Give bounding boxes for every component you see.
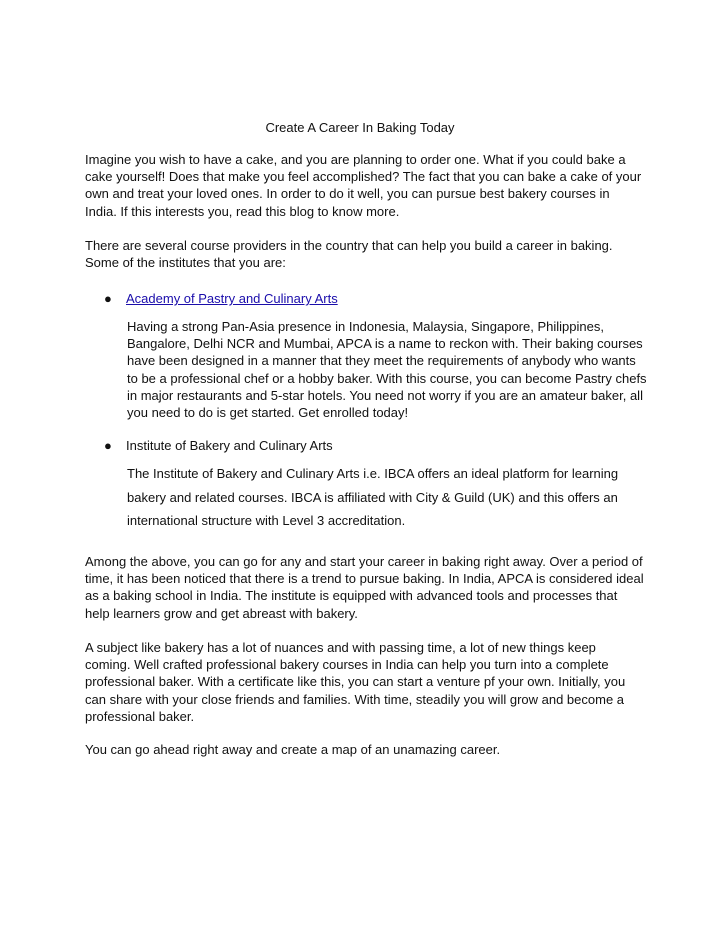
providers-intro-paragraph: There are several course providers in the country that can help you build a career in baking. Some of the institutes that you are: bbox=[85, 238, 613, 271]
apca-link[interactable]: Academy of Pastry and Culinary Arts bbox=[126, 291, 338, 306]
list-item bbox=[104, 437, 664, 454]
apca-description: Having a strong Pan-Asia presence in Indonesia, Malaysia, Singapore, Philippines, Bangalore, Delhi NCR and Mumbai, APCA is a name to reckon with. Their baking courses have been designed in a manner that they meet the requirements of anybody who wants to be a professional chef or a hobby baker. With this course, you can become Pastry chefs in major restaurants and 5-star hotels. You need not worry if you are an amateur baker, all you need to do is get started. Get enrolled today! bbox=[127, 319, 647, 421]
among-paragraph: Among the above, you can go for any and start your career in baking right away. Over a period of time, it has been noticed that there is a trend to pursue baking. In India, APCA is considered ideal as a baking school in India. The institute is equipped with advanced tools and processes that help learners grow and get abreast with bakery. bbox=[85, 554, 644, 621]
closing-paragraph: You can go ahead right away and create a map of an unamazing career. bbox=[85, 742, 501, 757]
bullet-icon: ● bbox=[104, 438, 112, 453]
bullet-icon: ● bbox=[104, 291, 112, 306]
subject-paragraph: A subject like bakery has a lot of nuances and with passing time, a lot of new things keep coming. Well crafted professional bakery courses in India can help you turn into a complete professional baker. With a certificate like this, you can start a venture pf your own. Initially, you can share with your close friends and families. With time, steadily you will grow and become a professional baker. bbox=[85, 640, 626, 724]
document-title: Create A Career In Baking Today bbox=[265, 120, 455, 135]
intro-paragraph: Imagine you wish to have a cake, and you are planning to order one. What if you could bake a cake yourself! Does that make you feel accomplished? The fact that you can bake a cake of your own and treat your loved ones. In order to do it well, you can pursue best bakery courses in India. If this interests you, read this blog to know more. bbox=[85, 152, 642, 219]
ibca-name: Institute of Bakery and Culinary Arts bbox=[126, 438, 333, 453]
ibca-description: The Institute of Bakery and Culinary Arts i.e. IBCA offers an ideal platform for learning bakery and related courses. IBCA is affiliated with City & Guild (UK) and this offers an international structure with Level 3 accreditation. bbox=[127, 466, 619, 528]
list-item bbox=[104, 290, 664, 307]
